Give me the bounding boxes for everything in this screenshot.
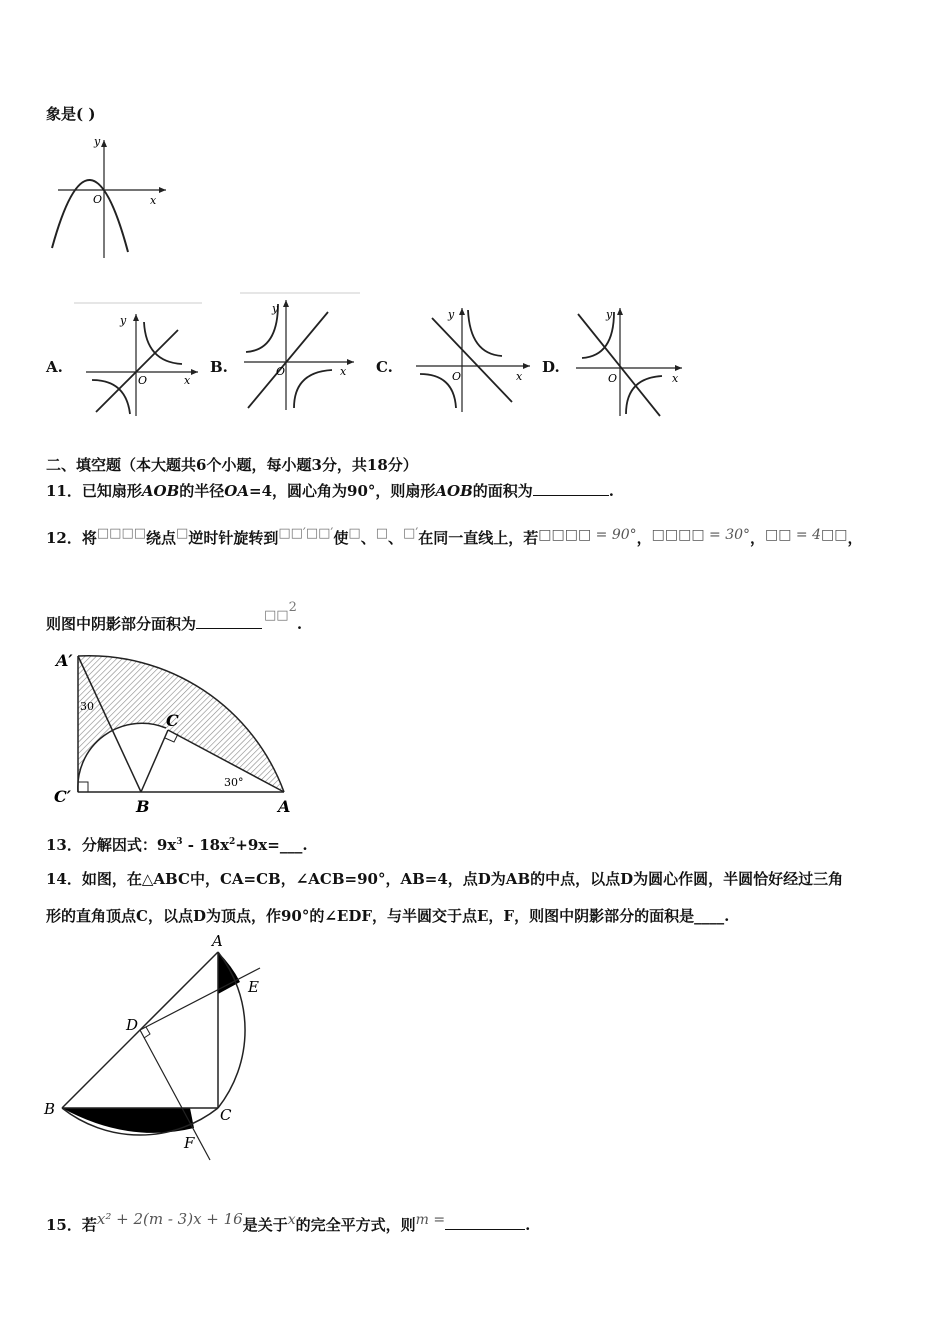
axis-x-label: x — [516, 370, 523, 383]
label-b: B — [136, 797, 150, 816]
question-12 — [46, 526, 863, 548]
parabola-figure — [44, 130, 174, 260]
q12-placeholder-2: □ — [176, 526, 189, 541]
question-14-line-1: 14．如图，在△ABC中，CA=CB，∠ACB=90°，AB=4，点D为AB的中点，以点D为圆心作圆，半圆恰好经过三角 — [46, 870, 844, 888]
q12-placeholder-1: □□□□ — [96, 526, 147, 541]
q15-text-1: 15．若 — [46, 1216, 97, 1234]
origin-label: O — [452, 370, 462, 383]
q15-end: . — [525, 1216, 531, 1234]
q13-text-3: +9x=___. — [235, 836, 308, 854]
label-a: A — [212, 932, 223, 950]
q11-text-4: 的面积为 — [472, 482, 533, 500]
label-c: C — [220, 1106, 232, 1124]
axis-y-label: y — [272, 302, 279, 315]
q12-unit-sup: 2 — [288, 600, 297, 615]
q15-text-3: 的完全平方式，则 — [295, 1216, 416, 1234]
q12-comma-1: ， — [636, 529, 652, 547]
q15-expression: x² + 2(m - 3)x + 16 — [96, 1210, 243, 1228]
axis-y-label: y — [448, 308, 455, 321]
q13-text-1: 13．分解因式：9x — [46, 836, 177, 854]
q12-placeholder-6: □′ — [403, 526, 419, 541]
rotation-sector-figure — [44, 646, 304, 818]
question-10-stem-tail — [46, 103, 95, 124]
q13-sup-2: 2 — [229, 837, 236, 847]
question-13 — [46, 834, 308, 855]
axis-y-label: y — [94, 135, 101, 148]
q15-variable: x — [287, 1212, 296, 1228]
q12-placeholder-3: □□′□□′ — [278, 526, 334, 541]
label-c-prime: C′ — [54, 787, 71, 806]
q11-text-3: =4，圆心角为90°，则扇形 — [249, 482, 436, 500]
origin-label: O — [93, 193, 103, 206]
axis-y-label: y — [606, 308, 613, 321]
q11-aob-2: AOB — [435, 482, 473, 500]
q12-unit: □□ — [264, 608, 289, 623]
q12-placeholder-4: □ — [348, 526, 361, 541]
q12-text-3: 逆时针旋转到 — [188, 529, 279, 547]
option-b-label[interactable]: B. — [210, 358, 228, 376]
axis-x-label: x — [184, 374, 191, 387]
q11-text-1: 11．已知扇形 — [46, 482, 142, 500]
option-a-graph[interactable] — [74, 300, 204, 420]
q12-text-2: 绕点 — [146, 529, 177, 547]
question-12-line-2 — [46, 600, 302, 634]
option-d-graph[interactable] — [570, 300, 690, 420]
option-a-label[interactable]: A. — [46, 358, 63, 376]
option-c-label[interactable]: C. — [376, 358, 393, 376]
q12-sep-1: 、 — [360, 529, 376, 547]
label-c: C — [166, 711, 179, 730]
question-15 — [46, 1210, 530, 1235]
angle-label-1: 30 — [80, 700, 94, 713]
q12-placeholder-5: □ — [375, 526, 389, 541]
option-c-graph[interactable] — [410, 300, 540, 420]
q15-text-2: 是关于 — [242, 1216, 288, 1234]
q12-condition-3: □□ = 4□□ — [765, 527, 848, 543]
section-2-title: 二、填空题（本大题共6个小题，每小题3分，共18分） — [46, 456, 418, 474]
option-d-label[interactable]: D. — [542, 358, 560, 376]
q12-line2-text: 则图中阴影部分面积为 — [46, 615, 197, 633]
axis-x-label: x — [340, 365, 347, 378]
q11-aob: AOB — [141, 482, 180, 500]
q12-text-5: 在同一直线上，若 — [418, 529, 539, 547]
q12-answer-blank[interactable] — [196, 614, 262, 629]
q11-answer-blank[interactable] — [533, 481, 609, 496]
label-b: B — [44, 1100, 56, 1118]
axis-y-label: y — [120, 314, 127, 327]
origin-label: O — [608, 372, 618, 385]
q15-m-equals: m = — [415, 1212, 446, 1228]
q13-text-2: - 18x — [182, 836, 230, 854]
q12-text-4: 使 — [333, 529, 349, 547]
option-b-graph[interactable] — [236, 290, 366, 415]
q12-comma-2: ， — [750, 529, 766, 547]
origin-label: O — [138, 374, 148, 387]
q11-oa: OA — [224, 482, 249, 500]
origin-label: O — [276, 365, 286, 378]
label-f: F — [184, 1134, 195, 1152]
question-11 — [46, 480, 614, 501]
q12-end: . — [296, 615, 303, 633]
q11-text-2: 的半径 — [179, 482, 225, 500]
q12-condition-1: □□□□ = 90° — [538, 527, 637, 543]
semicircle-figure — [40, 930, 270, 1162]
stem-text: 象是( ) — [46, 105, 96, 123]
label-e: E — [248, 978, 259, 996]
question-14-line-2: 形的直角顶点C，以点D为顶点，作90°的∠EDF，与半圆交于点E，F，则图中阴影部分的面积是____. — [46, 907, 730, 925]
axis-x-label: x — [672, 372, 679, 385]
q12-comma-3: ， — [847, 529, 863, 547]
axis-x-label: x — [150, 194, 157, 207]
label-d: D — [126, 1016, 139, 1034]
q12-condition-2: □□□□ = 30° — [651, 527, 751, 543]
q11-end: . — [608, 482, 615, 500]
label-a-prime: A′ — [56, 651, 73, 670]
label-a: A — [278, 797, 291, 816]
q12-sep-2: 、 — [388, 529, 404, 547]
angle-label-2: 30° — [224, 776, 244, 789]
q12-text-1: 12．将 — [46, 529, 97, 547]
q13-sup-1: 3 — [176, 837, 183, 847]
q15-answer-blank[interactable] — [445, 1215, 525, 1230]
